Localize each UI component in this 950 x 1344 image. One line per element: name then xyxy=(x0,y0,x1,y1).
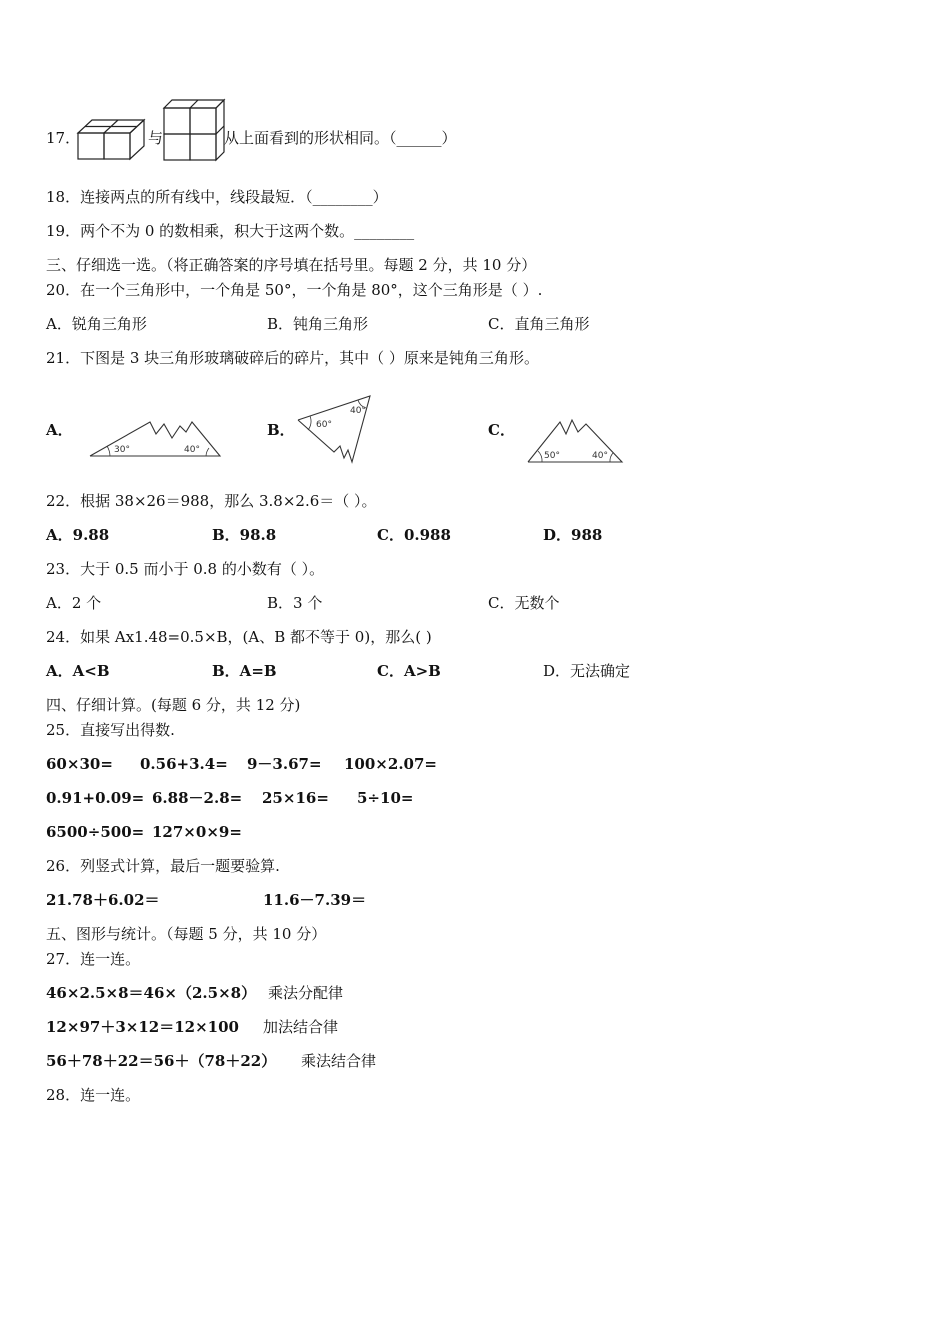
q25-r1-c3: 9－3.67= xyxy=(247,755,322,773)
fragment-c-right-angle: 40° xyxy=(592,451,608,461)
triangle-fragment-b xyxy=(296,394,376,468)
section4-title: 四、仔细计算。(每题 6 分，共 12 分) xyxy=(46,696,301,714)
q25-r2-c2: 6.88－2.8= xyxy=(152,789,243,807)
q26-stem: 26．列竖式计算，最后一题要验算. xyxy=(46,857,280,875)
q25-r2-c1: 0.91+0.09= xyxy=(46,789,145,807)
q22-option-d[interactable]: D．988 xyxy=(543,526,603,544)
cube-figure-two-layer xyxy=(162,98,226,162)
q25-r2-c4: 5÷10= xyxy=(357,789,414,807)
q25-r1-c2: 0.56+3.4= xyxy=(140,755,228,773)
q21-stem: 21．下图是 3 块三角形玻璃破碎后的碎片，其中（ ）原来是钝角三角形。 xyxy=(46,349,539,367)
q21-option-c[interactable]: C． xyxy=(488,421,515,439)
q24-option-c[interactable]: C．A>B xyxy=(377,662,441,680)
q25-r2-c3: 25×16= xyxy=(262,789,329,807)
q17-connector: 与 xyxy=(148,129,164,147)
q22-option-b[interactable]: B．98.8 xyxy=(212,526,277,544)
q20-option-b[interactable]: B．钝角三角形 xyxy=(267,315,369,333)
q27-right-3: 乘法结合律 xyxy=(301,1052,377,1070)
q27-right-2: 加法结合律 xyxy=(263,1018,339,1036)
q19: 19．两个不为 0 的数相乘，积大于这两个数。________ xyxy=(46,222,415,240)
q25-r1-c1: 60×30= xyxy=(46,755,113,773)
q28-stem: 28．连一连。 xyxy=(46,1086,141,1104)
q17-text: 从上面看到的形状相同。（______） xyxy=(224,129,457,147)
q27-left-3: 56＋78＋22＝56＋（78＋22） xyxy=(46,1052,277,1070)
cube-figure-one-layer xyxy=(76,114,148,162)
q23-option-a[interactable]: A．2 个 xyxy=(46,594,102,612)
fragment-b-left-angle: 60° xyxy=(316,420,332,430)
q25-r1-c4: 100×2.07= xyxy=(344,755,437,773)
q22-stem: 22．根据 38×26＝988，那么 3.8×2.6＝（ ）。 xyxy=(46,492,377,510)
fragment-b-right-angle: 40° xyxy=(350,406,366,416)
q23-option-b[interactable]: B．3 个 xyxy=(267,594,323,612)
q27-stem: 27．连一连。 xyxy=(46,950,141,968)
q27-left-1: 46×2.5×8＝46×（2.5×8） xyxy=(46,984,257,1002)
q17 xyxy=(46,128,80,148)
fragment-a-left-angle: 30° xyxy=(114,445,130,455)
q24-stem: 24．如果 Ax1.48=0.5×B，(A、B 都不等于 0)，那么( ) xyxy=(46,628,432,646)
q21-option-b[interactable]: B． xyxy=(267,421,295,439)
q20-stem: 20．在一个三角形中，一个角是 50°，一个角是 80°，这个三角形是（ ）. xyxy=(46,281,543,299)
q27-left-2: 12×97＋3×12＝12×100 xyxy=(46,1018,239,1036)
q26-item-2: 11.6－7.39＝ xyxy=(263,891,367,909)
q21-option-a[interactable]: A． xyxy=(46,421,73,439)
fragment-c-left-angle: 50° xyxy=(544,451,560,461)
q17-number: 17． xyxy=(46,129,81,147)
q25-r3-c1: 6500÷500= xyxy=(46,823,145,841)
fragment-a-right-angle: 40° xyxy=(184,445,200,455)
section5-title: 五、图形与统计。（每题 5 分，共 10 分） xyxy=(46,925,327,943)
q26-item-1: 21.78＋6.02＝ xyxy=(46,891,160,909)
q18: 18．连接两点的所有线中，线段最短．（________） xyxy=(46,188,388,206)
triangle-fragment-c xyxy=(526,418,624,466)
q23-option-c[interactable]: C．无数个 xyxy=(488,594,560,612)
q25-r3-c2: 127×0×9= xyxy=(152,823,242,841)
triangle-fragment-a xyxy=(88,416,222,460)
q25-stem: 25．直接写出得数. xyxy=(46,721,175,739)
q22-option-c[interactable]: C．0.988 xyxy=(377,526,451,544)
section3-title: 三、仔细选一选。（将正确答案的序号填在括号里。每题 2 分，共 10 分） xyxy=(46,256,537,274)
q27-right-1: 乘法分配律 xyxy=(268,984,344,1002)
q23-stem: 23．大于 0.5 而小于 0.8 的小数有（ ）。 xyxy=(46,560,325,578)
q20-option-a[interactable]: A．锐角三角形 xyxy=(46,315,147,333)
q20-option-c[interactable]: C．直角三角形 xyxy=(488,315,590,333)
q24-option-d[interactable]: D．无法确定 xyxy=(543,662,631,680)
q22-option-a[interactable]: A．9.88 xyxy=(46,526,110,544)
q24-option-b[interactable]: B．A=B xyxy=(212,662,277,680)
q24-option-a[interactable]: A．A<B xyxy=(46,662,110,680)
